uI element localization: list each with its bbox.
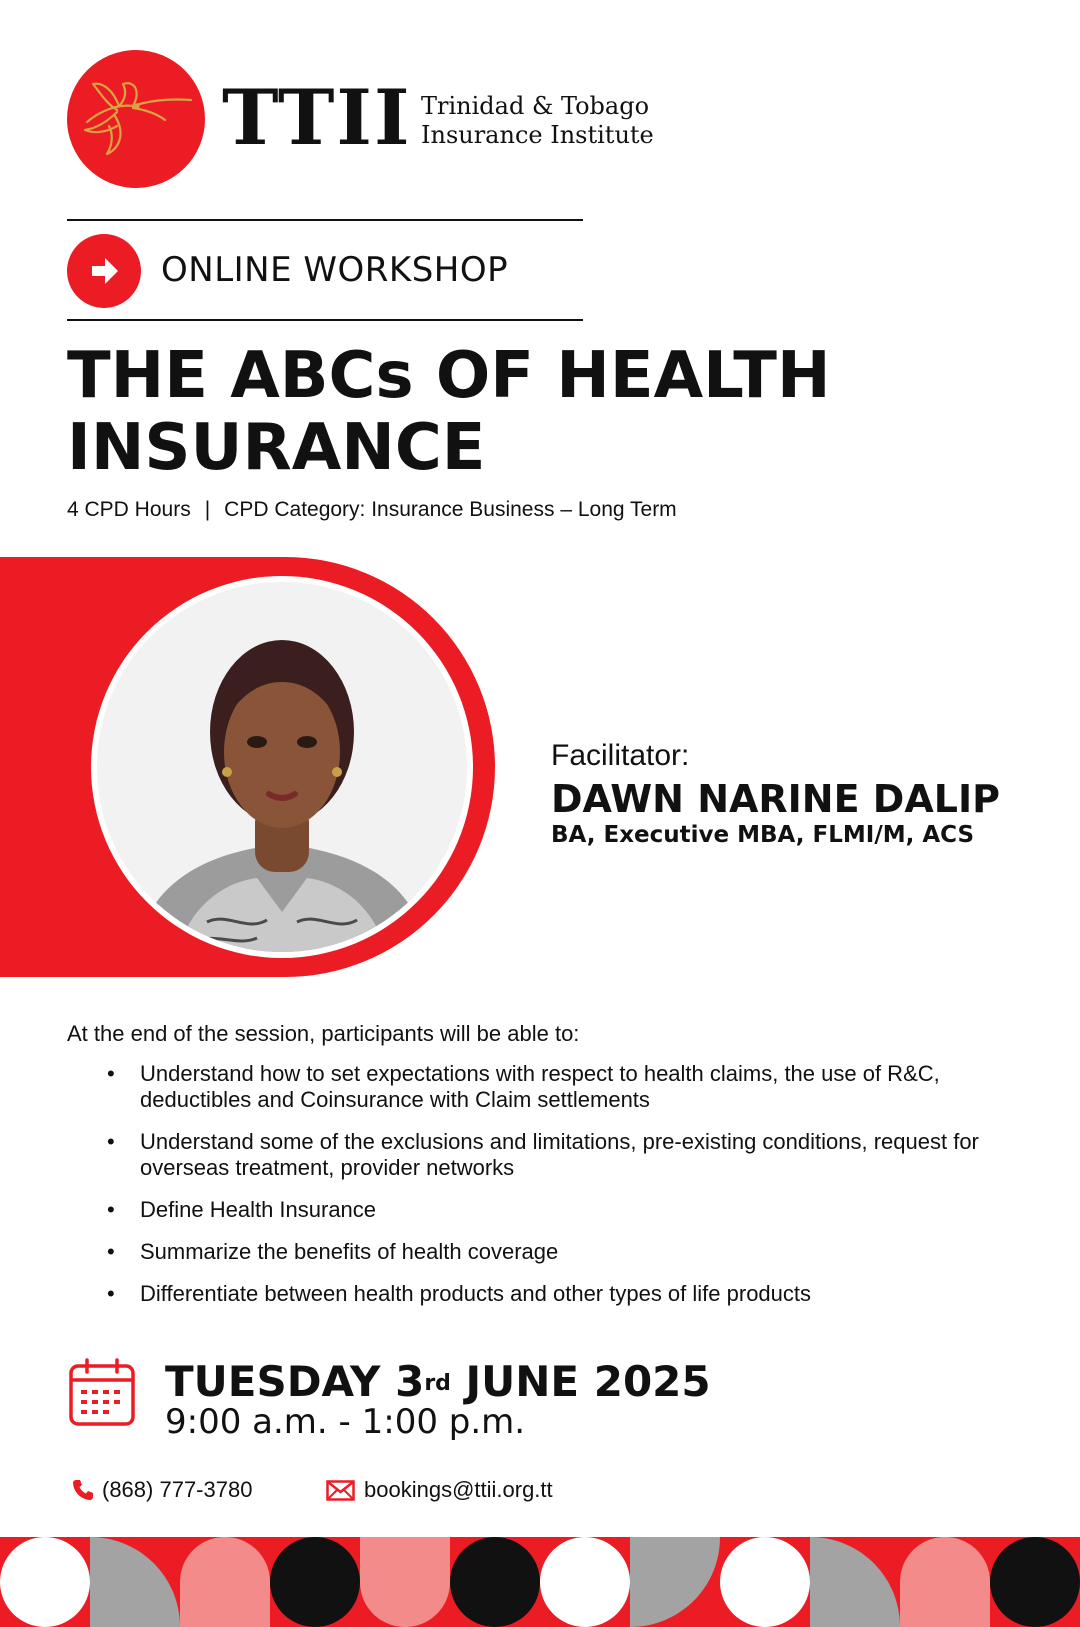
objectives-list <box>107 1061 1007 1323</box>
facilitator-credentials: BA, Executive MBA, FLMI/M, ACS <box>551 822 975 848</box>
decorative-footer-pattern <box>0 1537 1080 1627</box>
cpd-category: CPD Category: Insurance Business – Long Term <box>224 498 677 521</box>
cpd-info <box>67 497 677 523</box>
cpd-separator: | <box>204 498 211 521</box>
contact-email[interactable]: bookings@ttii.org.tt <box>364 1477 553 1502</box>
page-title <box>67 340 967 484</box>
event-date <box>165 1358 711 1406</box>
cpd-hours: 4 CPD Hours <box>67 498 191 521</box>
brand-name-line1: Trinidad & Tobago <box>421 92 650 120</box>
list-item: • Differentiate between health products and other types of life products <box>107 1281 1007 1307</box>
logo-badge <box>67 50 205 188</box>
list-item: • Understand how to set expectations with respect to health claims, the use of R&C, deductibles and Coinsurance with Claim settlements <box>107 1061 1007 1113</box>
facilitator-portrait <box>97 582 467 952</box>
date-rest: JUNE 2025 <box>450 1357 711 1406</box>
list-item: • Define Health Insurance <box>107 1197 1007 1223</box>
divider-bottom <box>67 319 583 321</box>
title-line2: INSURANCE <box>67 411 486 485</box>
arrow-right-icon <box>67 234 141 308</box>
envelope-icon <box>326 1480 355 1501</box>
portrait-illustration <box>97 582 467 952</box>
facilitator-label: Facilitator: <box>551 739 690 772</box>
format-badge <box>67 234 141 308</box>
date-prefix: TUESDAY 3 <box>165 1357 425 1406</box>
hummingbird-logo-icon <box>67 50 205 188</box>
facilitator-name: DAWN NARINE DALIP <box>551 777 1000 821</box>
brand-name-line2: Insurance Institute <box>421 121 654 149</box>
date-ordinal: rd <box>424 1371 451 1396</box>
brand-mark: TTII <box>222 73 412 162</box>
list-item: • Understand some of the exclusions and limitations, pre-existing conditions, request for overseas treatment, provider networks <box>107 1129 1007 1181</box>
contact-phone[interactable]: (868) 777-3780 <box>102 1477 253 1502</box>
title-line1: THE ABCs OF HEALTH <box>67 339 831 413</box>
event-time: 9:00 a.m. - 1:00 p.m. <box>165 1402 526 1442</box>
calendar-icon <box>67 1358 137 1428</box>
objectives-intro: At the end of the session, participants will be able to: <box>67 1021 580 1046</box>
brand-name <box>421 92 654 150</box>
phone-icon <box>71 1478 95 1502</box>
list-item: • Summarize the benefits of health coverage <box>107 1239 1007 1265</box>
divider-top <box>67 219 583 221</box>
event-format: ONLINE WORKSHOP <box>161 250 509 290</box>
